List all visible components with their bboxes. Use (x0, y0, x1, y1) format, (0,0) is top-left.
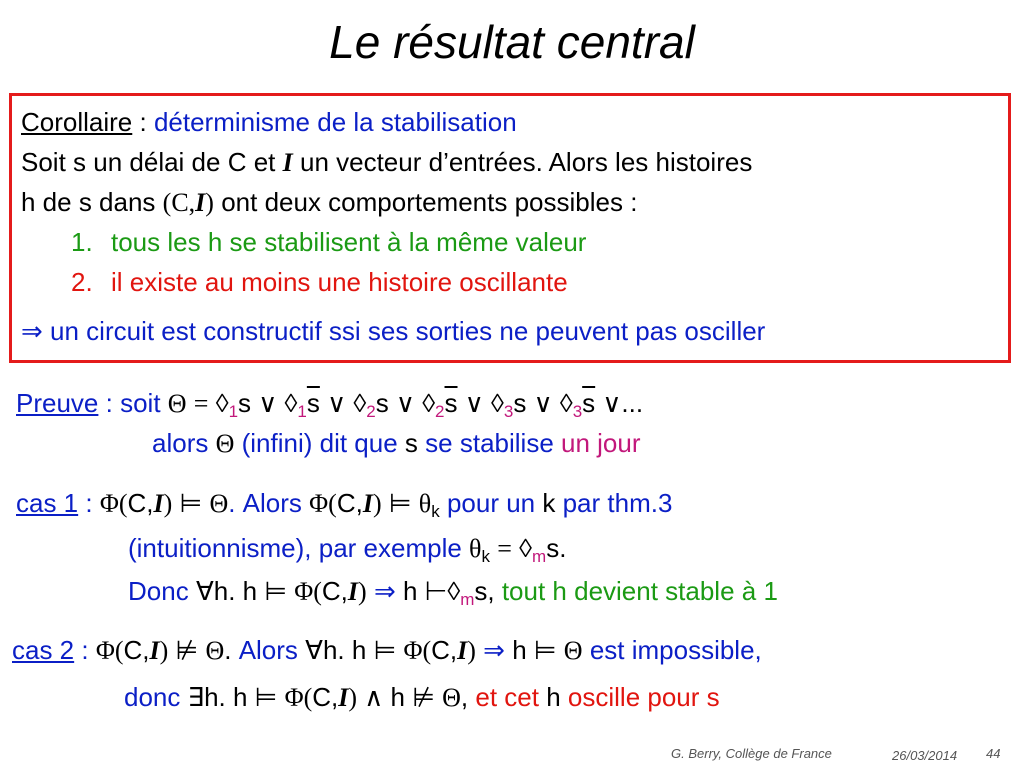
corollary-box (9, 93, 1011, 363)
corollary-conclusion: ⇒ un circuit est constructif ssi ses sorties ne peuvent pas osciller (21, 316, 766, 346)
proof-line-1: Preuve : soit $\Theta = ◊_1s$ ∨ $◊_1\overline{s}$ ∨ $◊_2s$ ∨ $◊_2\overline{s}$ ∨ $◊_3s$ ∨ $◊_3\overline{s}$ ∨... (16, 388, 644, 421)
implies-icon: ⇒ (373, 577, 396, 606)
corollary-heading: Corollaire : déterminisme de la stabilisation (21, 107, 517, 137)
corollary-title: déterminisme de la stabilisation (153, 107, 517, 137)
case1-label: cas 1 (16, 488, 79, 518)
case2-line-1: cas 2 : Φ(C,I) ⊭ Θ. Alors ∀h. h ⊨ Φ(C,I) ⇒ h ⊨ Θ est impossible, (12, 635, 762, 665)
slide-footer (0, 746, 1024, 766)
corollary-line-3: h de s dans (C,I) ont deux comportements possibles : (21, 187, 638, 217)
corollary-item-2: 2. il existe au moins une histoire oscillante (71, 267, 568, 297)
corollary-label: Corollaire (21, 107, 133, 137)
implies-icon: ⇒ (21, 317, 43, 346)
proof-line-2: alors Θ (infini) dit que s se stabilise un jour (152, 428, 641, 458)
case1-line-3: Donc ∀h. h ⊨ Φ(C,I) ⇒ h $⊢◊_ms$, tout h devient stable à 1 (128, 576, 778, 609)
footer-page-number: 44 (986, 746, 1001, 761)
footer-date: 26/03/2014 (892, 748, 958, 763)
case1-line-2: (intuitionnisme), par exemple $\theta_k$ = $◊_ms$. (128, 533, 567, 566)
footer-author: G. Berry, Collège de France (671, 746, 832, 761)
corollary-item-1: 1. tous les h se stabilisent à la même valeur (71, 227, 587, 257)
proof-label: Preuve (16, 388, 99, 418)
slide-title: Le résultat central (329, 16, 695, 68)
case1-line-1: cas 1 : Φ(C,I) ⊨ Θ. Alors Φ(C,I) ⊨ $\theta_k$ pour un k par thm.3 (16, 488, 673, 521)
implies-icon: ⇒ (483, 636, 505, 665)
script-i-symbol: I (282, 148, 293, 177)
corollary-line-2: Soit s un délai de C et I un vecteur d’entrées. Alors les histoires (21, 147, 753, 177)
case2-line-2: donc ∃h. h ⊨ Φ(C,I) ∧ h ⊭ Θ, et cet h oscille pour s (124, 682, 720, 712)
case2-label: cas 2 (12, 635, 75, 665)
